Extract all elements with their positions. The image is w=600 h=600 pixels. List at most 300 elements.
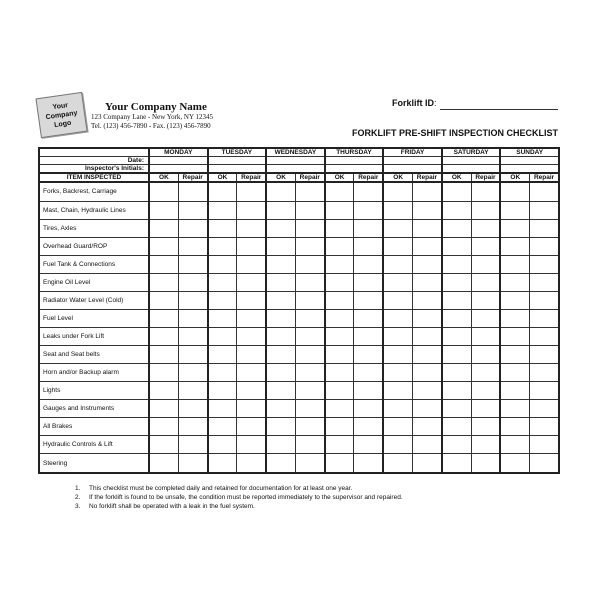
repair-checkbox-wednesday[interactable] <box>295 436 324 454</box>
repair-checkbox-tuesday[interactable] <box>237 400 266 418</box>
ok-checkbox-monday[interactable] <box>149 454 178 473</box>
note-text: No forklift shall be operated with a leak in the fuel system. <box>89 503 255 510</box>
item-label: Overhead Guard/ROP <box>39 237 149 255</box>
ok-checkbox-thursday[interactable] <box>325 219 354 237</box>
repair-checkbox-sunday[interactable] <box>530 381 559 399</box>
ok-checkbox-tuesday[interactable] <box>208 418 237 436</box>
table-row <box>39 327 559 345</box>
subheader-row <box>39 173 559 182</box>
inspector-row-cell-monday[interactable] <box>149 165 208 174</box>
repair-checkbox-friday[interactable] <box>413 454 442 473</box>
day-header-tuesday: TUESDAY <box>208 148 267 157</box>
repair-checkbox-monday[interactable] <box>178 454 207 473</box>
repair-checkbox-wednesday[interactable] <box>295 400 324 418</box>
repair-checkbox-tuesday[interactable] <box>237 182 266 201</box>
inspection-table <box>38 147 560 474</box>
repair-checkbox-thursday[interactable] <box>354 201 383 219</box>
ok-checkbox-thursday[interactable] <box>325 309 354 327</box>
ok-checkbox-sunday[interactable] <box>500 309 529 327</box>
ok-checkbox-saturday[interactable] <box>442 291 471 309</box>
repair-checkbox-wednesday[interactable] <box>295 381 324 399</box>
repair-checkbox-monday[interactable] <box>178 418 207 436</box>
repair-checkbox-thursday[interactable] <box>354 418 383 436</box>
repair-checkbox-saturday[interactable] <box>471 418 500 436</box>
item-label: Engine Oil Level <box>39 273 149 291</box>
ok-checkbox-thursday[interactable] <box>325 291 354 309</box>
ok-checkbox-saturday[interactable] <box>442 182 471 201</box>
repair-checkbox-saturday[interactable] <box>471 219 500 237</box>
repair-checkbox-tuesday[interactable] <box>237 327 266 345</box>
ok-checkbox-sunday[interactable] <box>500 255 529 273</box>
repair-checkbox-sunday[interactable] <box>530 273 559 291</box>
ok-checkbox-tuesday[interactable] <box>208 255 237 273</box>
date-row-label: Date: <box>39 157 149 165</box>
table-row <box>39 201 559 219</box>
repair-checkbox-wednesday[interactable] <box>295 327 324 345</box>
repair-checkbox-saturday[interactable] <box>471 237 500 255</box>
ok-checkbox-monday[interactable] <box>149 182 178 201</box>
repair-header-saturday: Repair <box>471 173 500 182</box>
repair-checkbox-monday[interactable] <box>178 219 207 237</box>
repair-checkbox-monday[interactable] <box>178 201 207 219</box>
repair-checkbox-wednesday[interactable] <box>295 291 324 309</box>
repair-checkbox-sunday[interactable] <box>530 327 559 345</box>
ok-checkbox-wednesday[interactable] <box>266 327 295 345</box>
repair-checkbox-friday[interactable] <box>413 345 442 363</box>
ok-checkbox-sunday[interactable] <box>500 327 529 345</box>
repair-checkbox-thursday[interactable] <box>354 309 383 327</box>
ok-checkbox-saturday[interactable] <box>442 237 471 255</box>
ok-checkbox-monday[interactable] <box>149 345 178 363</box>
ok-header-sunday: OK <box>500 173 529 182</box>
repair-checkbox-friday[interactable] <box>413 418 442 436</box>
ok-checkbox-saturday[interactable] <box>442 363 471 381</box>
ok-checkbox-saturday[interactable] <box>442 436 471 454</box>
repair-checkbox-friday[interactable] <box>413 400 442 418</box>
ok-checkbox-monday[interactable] <box>149 436 178 454</box>
repair-checkbox-sunday[interactable] <box>530 255 559 273</box>
repair-checkbox-sunday[interactable] <box>530 291 559 309</box>
date-row-cell-friday[interactable] <box>383 157 442 165</box>
ok-checkbox-tuesday[interactable] <box>208 309 237 327</box>
ok-checkbox-monday[interactable] <box>149 363 178 381</box>
date-row-cell-tuesday[interactable] <box>208 157 267 165</box>
ok-checkbox-friday[interactable] <box>383 436 412 454</box>
repair-checkbox-monday[interactable] <box>178 363 207 381</box>
repair-checkbox-friday[interactable] <box>413 182 442 201</box>
day-header-saturday: SATURDAY <box>442 148 501 157</box>
ok-checkbox-friday[interactable] <box>383 291 412 309</box>
repair-checkbox-wednesday[interactable] <box>295 237 324 255</box>
repair-checkbox-thursday[interactable] <box>354 291 383 309</box>
repair-checkbox-monday[interactable] <box>178 182 207 201</box>
ok-checkbox-friday[interactable] <box>383 273 412 291</box>
inspector-row-cell-friday[interactable] <box>383 165 442 174</box>
ok-checkbox-friday[interactable] <box>383 237 412 255</box>
ok-checkbox-thursday[interactable] <box>325 436 354 454</box>
repair-checkbox-thursday[interactable] <box>354 219 383 237</box>
ok-header-wednesday: OK <box>266 173 295 182</box>
ok-checkbox-friday[interactable] <box>383 381 412 399</box>
repair-checkbox-saturday[interactable] <box>471 363 500 381</box>
repair-checkbox-wednesday[interactable] <box>295 363 324 381</box>
ok-checkbox-wednesday[interactable] <box>266 182 295 201</box>
repair-checkbox-monday[interactable] <box>178 309 207 327</box>
repair-checkbox-friday[interactable] <box>413 237 442 255</box>
table-row <box>39 363 559 381</box>
ok-checkbox-thursday[interactable] <box>325 345 354 363</box>
table-row <box>39 418 559 436</box>
ok-checkbox-sunday[interactable] <box>500 436 529 454</box>
repair-checkbox-tuesday[interactable] <box>237 237 266 255</box>
ok-checkbox-saturday[interactable] <box>442 327 471 345</box>
repair-header-monday: Repair <box>178 173 207 182</box>
ok-checkbox-monday[interactable] <box>149 255 178 273</box>
repair-checkbox-wednesday[interactable] <box>295 418 324 436</box>
repair-checkbox-friday[interactable] <box>413 255 442 273</box>
ok-checkbox-thursday[interactable] <box>325 381 354 399</box>
repair-checkbox-monday[interactable] <box>178 381 207 399</box>
table-row <box>39 400 559 418</box>
table-row <box>39 255 559 273</box>
repair-checkbox-wednesday[interactable] <box>295 454 324 473</box>
inspector-row-label: Inspector's Initials: <box>39 165 149 174</box>
repair-checkbox-tuesday[interactable] <box>237 345 266 363</box>
repair-checkbox-wednesday[interactable] <box>295 255 324 273</box>
ok-checkbox-monday[interactable] <box>149 201 178 219</box>
ok-checkbox-thursday[interactable] <box>325 273 354 291</box>
item-label: Hydraulic Controls & Lift <box>39 436 149 454</box>
ok-checkbox-thursday[interactable] <box>325 418 354 436</box>
ok-checkbox-tuesday[interactable] <box>208 454 237 473</box>
inspector-row-cell-wednesday[interactable] <box>266 165 325 174</box>
ok-checkbox-sunday[interactable] <box>500 273 529 291</box>
ok-checkbox-saturday[interactable] <box>442 309 471 327</box>
ok-checkbox-sunday[interactable] <box>500 182 529 201</box>
ok-checkbox-saturday[interactable] <box>442 454 471 473</box>
table-row <box>39 345 559 363</box>
repair-checkbox-friday[interactable] <box>413 363 442 381</box>
ok-checkbox-wednesday[interactable] <box>266 255 295 273</box>
repair-checkbox-saturday[interactable] <box>471 400 500 418</box>
ok-checkbox-tuesday[interactable] <box>208 219 237 237</box>
ok-checkbox-monday[interactable] <box>149 273 178 291</box>
ok-checkbox-monday[interactable] <box>149 418 178 436</box>
date-row-cell-thursday[interactable] <box>325 157 384 165</box>
repair-checkbox-friday[interactable] <box>413 327 442 345</box>
repair-checkbox-friday[interactable] <box>413 436 442 454</box>
repair-checkbox-friday[interactable] <box>413 201 442 219</box>
repair-checkbox-wednesday[interactable] <box>295 309 324 327</box>
item-inspected-header: ITEM INSPECTED <box>39 173 149 182</box>
ok-checkbox-thursday[interactable] <box>325 363 354 381</box>
table-row <box>39 219 559 237</box>
day-header-wednesday: WEDNESDAY <box>266 148 325 157</box>
repair-checkbox-saturday[interactable] <box>471 345 500 363</box>
repair-checkbox-friday[interactable] <box>413 291 442 309</box>
ok-checkbox-wednesday[interactable] <box>266 201 295 219</box>
repair-checkbox-monday[interactable] <box>178 291 207 309</box>
repair-checkbox-thursday[interactable] <box>354 327 383 345</box>
inspector-row-cell-sunday[interactable] <box>500 165 559 174</box>
repair-checkbox-sunday[interactable] <box>530 219 559 237</box>
ok-checkbox-wednesday[interactable] <box>266 381 295 399</box>
date-row <box>39 157 559 165</box>
repair-checkbox-tuesday[interactable] <box>237 436 266 454</box>
repair-checkbox-monday[interactable] <box>178 255 207 273</box>
repair-checkbox-monday[interactable] <box>178 436 207 454</box>
ok-checkbox-sunday[interactable] <box>500 291 529 309</box>
item-label: All Brakes <box>39 418 149 436</box>
ok-checkbox-monday[interactable] <box>149 400 178 418</box>
ok-checkbox-sunday[interactable] <box>500 363 529 381</box>
repair-checkbox-saturday[interactable] <box>471 201 500 219</box>
ok-checkbox-friday[interactable] <box>383 400 412 418</box>
ok-checkbox-saturday[interactable] <box>442 273 471 291</box>
ok-checkbox-saturday[interactable] <box>442 219 471 237</box>
item-label: Forks, Backrest, Carriage <box>39 182 149 201</box>
repair-checkbox-tuesday[interactable] <box>237 201 266 219</box>
ok-checkbox-monday[interactable] <box>149 381 178 399</box>
table-head <box>39 148 559 182</box>
note-item <box>75 484 403 493</box>
company-logo: Your Company Logo <box>35 92 87 138</box>
ok-checkbox-thursday[interactable] <box>325 237 354 255</box>
ok-checkbox-friday[interactable] <box>383 454 412 473</box>
ok-checkbox-thursday[interactable] <box>325 400 354 418</box>
item-label: Tires, Axles <box>39 219 149 237</box>
ok-checkbox-sunday[interactable] <box>500 454 529 473</box>
repair-checkbox-monday[interactable] <box>178 327 207 345</box>
repair-checkbox-monday[interactable] <box>178 400 207 418</box>
repair-header-tuesday: Repair <box>237 173 266 182</box>
repair-checkbox-thursday[interactable] <box>354 255 383 273</box>
ok-checkbox-thursday[interactable] <box>325 327 354 345</box>
repair-checkbox-thursday[interactable] <box>354 182 383 201</box>
repair-checkbox-friday[interactable] <box>413 273 442 291</box>
corner-cell <box>39 148 149 157</box>
ok-checkbox-friday[interactable] <box>383 201 412 219</box>
ok-checkbox-tuesday[interactable] <box>208 273 237 291</box>
table-row <box>39 454 559 473</box>
ok-checkbox-tuesday[interactable] <box>208 345 237 363</box>
repair-checkbox-sunday[interactable] <box>530 237 559 255</box>
repair-checkbox-tuesday[interactable] <box>237 363 266 381</box>
repair-checkbox-wednesday[interactable] <box>295 182 324 201</box>
repair-checkbox-sunday[interactable] <box>530 400 559 418</box>
repair-checkbox-tuesday[interactable] <box>237 381 266 399</box>
ok-checkbox-friday[interactable] <box>383 219 412 237</box>
ok-checkbox-saturday[interactable] <box>442 255 471 273</box>
inspector-row-cell-thursday[interactable] <box>325 165 384 174</box>
inspector-row <box>39 165 559 174</box>
inspector-row-cell-tuesday[interactable] <box>208 165 267 174</box>
ok-checkbox-sunday[interactable] <box>500 418 529 436</box>
repair-checkbox-sunday[interactable] <box>530 345 559 363</box>
repair-checkbox-sunday[interactable] <box>530 182 559 201</box>
date-row-cell-sunday[interactable] <box>500 157 559 165</box>
repair-checkbox-friday[interactable] <box>413 381 442 399</box>
item-label: Steering <box>39 454 149 473</box>
repair-checkbox-saturday[interactable] <box>471 436 500 454</box>
ok-checkbox-wednesday[interactable] <box>266 345 295 363</box>
ok-checkbox-monday[interactable] <box>149 219 178 237</box>
repair-checkbox-tuesday[interactable] <box>237 309 266 327</box>
repair-checkbox-thursday[interactable] <box>354 436 383 454</box>
ok-header-saturday: OK <box>442 173 471 182</box>
item-label: Leaks under Fork Lift <box>39 327 149 345</box>
ok-checkbox-thursday[interactable] <box>325 454 354 473</box>
repair-checkbox-sunday[interactable] <box>530 454 559 473</box>
ok-checkbox-thursday[interactable] <box>325 255 354 273</box>
item-label: Gauges and Instruments <box>39 400 149 418</box>
ok-checkbox-sunday[interactable] <box>500 237 529 255</box>
note-item <box>75 502 403 511</box>
ok-checkbox-friday[interactable] <box>383 255 412 273</box>
ok-checkbox-saturday[interactable] <box>442 201 471 219</box>
repair-checkbox-thursday[interactable] <box>354 400 383 418</box>
company-phone-fax: Tel. (123) 456-7890 - Fax. (123) 456-7890 <box>91 122 211 130</box>
ok-checkbox-monday[interactable] <box>149 291 178 309</box>
ok-checkbox-sunday[interactable] <box>500 219 529 237</box>
ok-checkbox-wednesday[interactable] <box>266 454 295 473</box>
ok-checkbox-saturday[interactable] <box>442 381 471 399</box>
ok-checkbox-friday[interactable] <box>383 182 412 201</box>
ok-checkbox-friday[interactable] <box>383 363 412 381</box>
date-row-cell-wednesday[interactable] <box>266 157 325 165</box>
date-row-cell-monday[interactable] <box>149 157 208 165</box>
table-row <box>39 381 559 399</box>
item-label: Radiator Water Level (Cold) <box>39 291 149 309</box>
repair-checkbox-monday[interactable] <box>178 273 207 291</box>
repair-checkbox-sunday[interactable] <box>530 363 559 381</box>
repair-checkbox-wednesday[interactable] <box>295 219 324 237</box>
repair-checkbox-monday[interactable] <box>178 345 207 363</box>
repair-checkbox-thursday[interactable] <box>354 345 383 363</box>
ok-checkbox-friday[interactable] <box>383 309 412 327</box>
repair-checkbox-tuesday[interactable] <box>237 454 266 473</box>
inspector-row-cell-saturday[interactable] <box>442 165 501 174</box>
ok-checkbox-wednesday[interactable] <box>266 436 295 454</box>
ok-checkbox-wednesday[interactable] <box>266 237 295 255</box>
ok-checkbox-tuesday[interactable] <box>208 381 237 399</box>
repair-checkbox-tuesday[interactable] <box>237 219 266 237</box>
ok-checkbox-tuesday[interactable] <box>208 327 237 345</box>
ok-checkbox-wednesday[interactable] <box>266 363 295 381</box>
repair-header-sunday: Repair <box>530 173 559 182</box>
repair-checkbox-thursday[interactable] <box>354 273 383 291</box>
day-header-thursday: THURSDAY <box>325 148 384 157</box>
ok-checkbox-wednesday[interactable] <box>266 291 295 309</box>
repair-header-friday: Repair <box>413 173 442 182</box>
ok-checkbox-wednesday[interactable] <box>266 309 295 327</box>
ok-checkbox-wednesday[interactable] <box>266 418 295 436</box>
repair-checkbox-sunday[interactable] <box>530 201 559 219</box>
ok-checkbox-tuesday[interactable] <box>208 182 237 201</box>
ok-checkbox-tuesday[interactable] <box>208 400 237 418</box>
repair-checkbox-sunday[interactable] <box>530 436 559 454</box>
repair-checkbox-wednesday[interactable] <box>295 345 324 363</box>
repair-checkbox-thursday[interactable] <box>354 381 383 399</box>
notes-list <box>75 484 403 511</box>
ok-checkbox-friday[interactable] <box>383 418 412 436</box>
ok-checkbox-saturday[interactable] <box>442 418 471 436</box>
repair-checkbox-friday[interactable] <box>413 309 442 327</box>
repair-checkbox-tuesday[interactable] <box>237 418 266 436</box>
checklist-title: FORKLIFT PRE-SHIFT INSPECTION CHECKLIST <box>352 128 558 138</box>
note-text: This checklist must be completed daily and retained for documentation for at least one year. <box>89 485 353 492</box>
day-header-row <box>39 148 559 157</box>
ok-checkbox-monday[interactable] <box>149 237 178 255</box>
repair-checkbox-tuesday[interactable] <box>237 255 266 273</box>
ok-checkbox-thursday[interactable] <box>325 201 354 219</box>
ok-checkbox-tuesday[interactable] <box>208 363 237 381</box>
repair-checkbox-thursday[interactable] <box>354 363 383 381</box>
ok-checkbox-saturday[interactable] <box>442 400 471 418</box>
table-row <box>39 182 559 201</box>
repair-checkbox-saturday[interactable] <box>471 454 500 473</box>
ok-checkbox-saturday[interactable] <box>442 345 471 363</box>
note-number: 3. <box>75 503 81 510</box>
repair-checkbox-saturday[interactable] <box>471 327 500 345</box>
repair-checkbox-saturday[interactable] <box>471 273 500 291</box>
ok-checkbox-tuesday[interactable] <box>208 237 237 255</box>
repair-checkbox-thursday[interactable] <box>354 237 383 255</box>
repair-checkbox-saturday[interactable] <box>471 182 500 201</box>
ok-checkbox-tuesday[interactable] <box>208 291 237 309</box>
repair-checkbox-sunday[interactable] <box>530 309 559 327</box>
ok-checkbox-sunday[interactable] <box>500 345 529 363</box>
ok-checkbox-monday[interactable] <box>149 309 178 327</box>
ok-header-thursday: OK <box>325 173 354 182</box>
table-row <box>39 436 559 454</box>
repair-checkbox-tuesday[interactable] <box>237 273 266 291</box>
table-row <box>39 273 559 291</box>
forklift-id-field[interactable] <box>440 109 558 110</box>
repair-checkbox-monday[interactable] <box>178 237 207 255</box>
repair-checkbox-saturday[interactable] <box>471 381 500 399</box>
repair-checkbox-friday[interactable] <box>413 219 442 237</box>
date-row-cell-saturday[interactable] <box>442 157 501 165</box>
ok-checkbox-wednesday[interactable] <box>266 400 295 418</box>
item-label: Fuel Tank & Connections <box>39 255 149 273</box>
table-row <box>39 309 559 327</box>
repair-checkbox-saturday[interactable] <box>471 291 500 309</box>
ok-checkbox-tuesday[interactable] <box>208 436 237 454</box>
forklift-id-label-text: Forklift ID <box>392 98 434 108</box>
ok-checkbox-monday[interactable] <box>149 327 178 345</box>
repair-checkbox-saturday[interactable] <box>471 255 500 273</box>
repair-checkbox-thursday[interactable] <box>354 454 383 473</box>
ok-checkbox-sunday[interactable] <box>500 381 529 399</box>
ok-checkbox-thursday[interactable] <box>325 182 354 201</box>
ok-checkbox-sunday[interactable] <box>500 201 529 219</box>
note-number: 1. <box>75 485 81 492</box>
ok-checkbox-sunday[interactable] <box>500 400 529 418</box>
repair-checkbox-wednesday[interactable] <box>295 201 324 219</box>
ok-checkbox-wednesday[interactable] <box>266 273 295 291</box>
repair-checkbox-tuesday[interactable] <box>237 291 266 309</box>
ok-checkbox-wednesday[interactable] <box>266 219 295 237</box>
ok-checkbox-tuesday[interactable] <box>208 201 237 219</box>
table-row <box>39 291 559 309</box>
repair-checkbox-saturday[interactable] <box>471 309 500 327</box>
repair-checkbox-sunday[interactable] <box>530 418 559 436</box>
repair-checkbox-wednesday[interactable] <box>295 273 324 291</box>
item-label: Fuel Level <box>39 309 149 327</box>
ok-checkbox-friday[interactable] <box>383 345 412 363</box>
ok-checkbox-friday[interactable] <box>383 327 412 345</box>
